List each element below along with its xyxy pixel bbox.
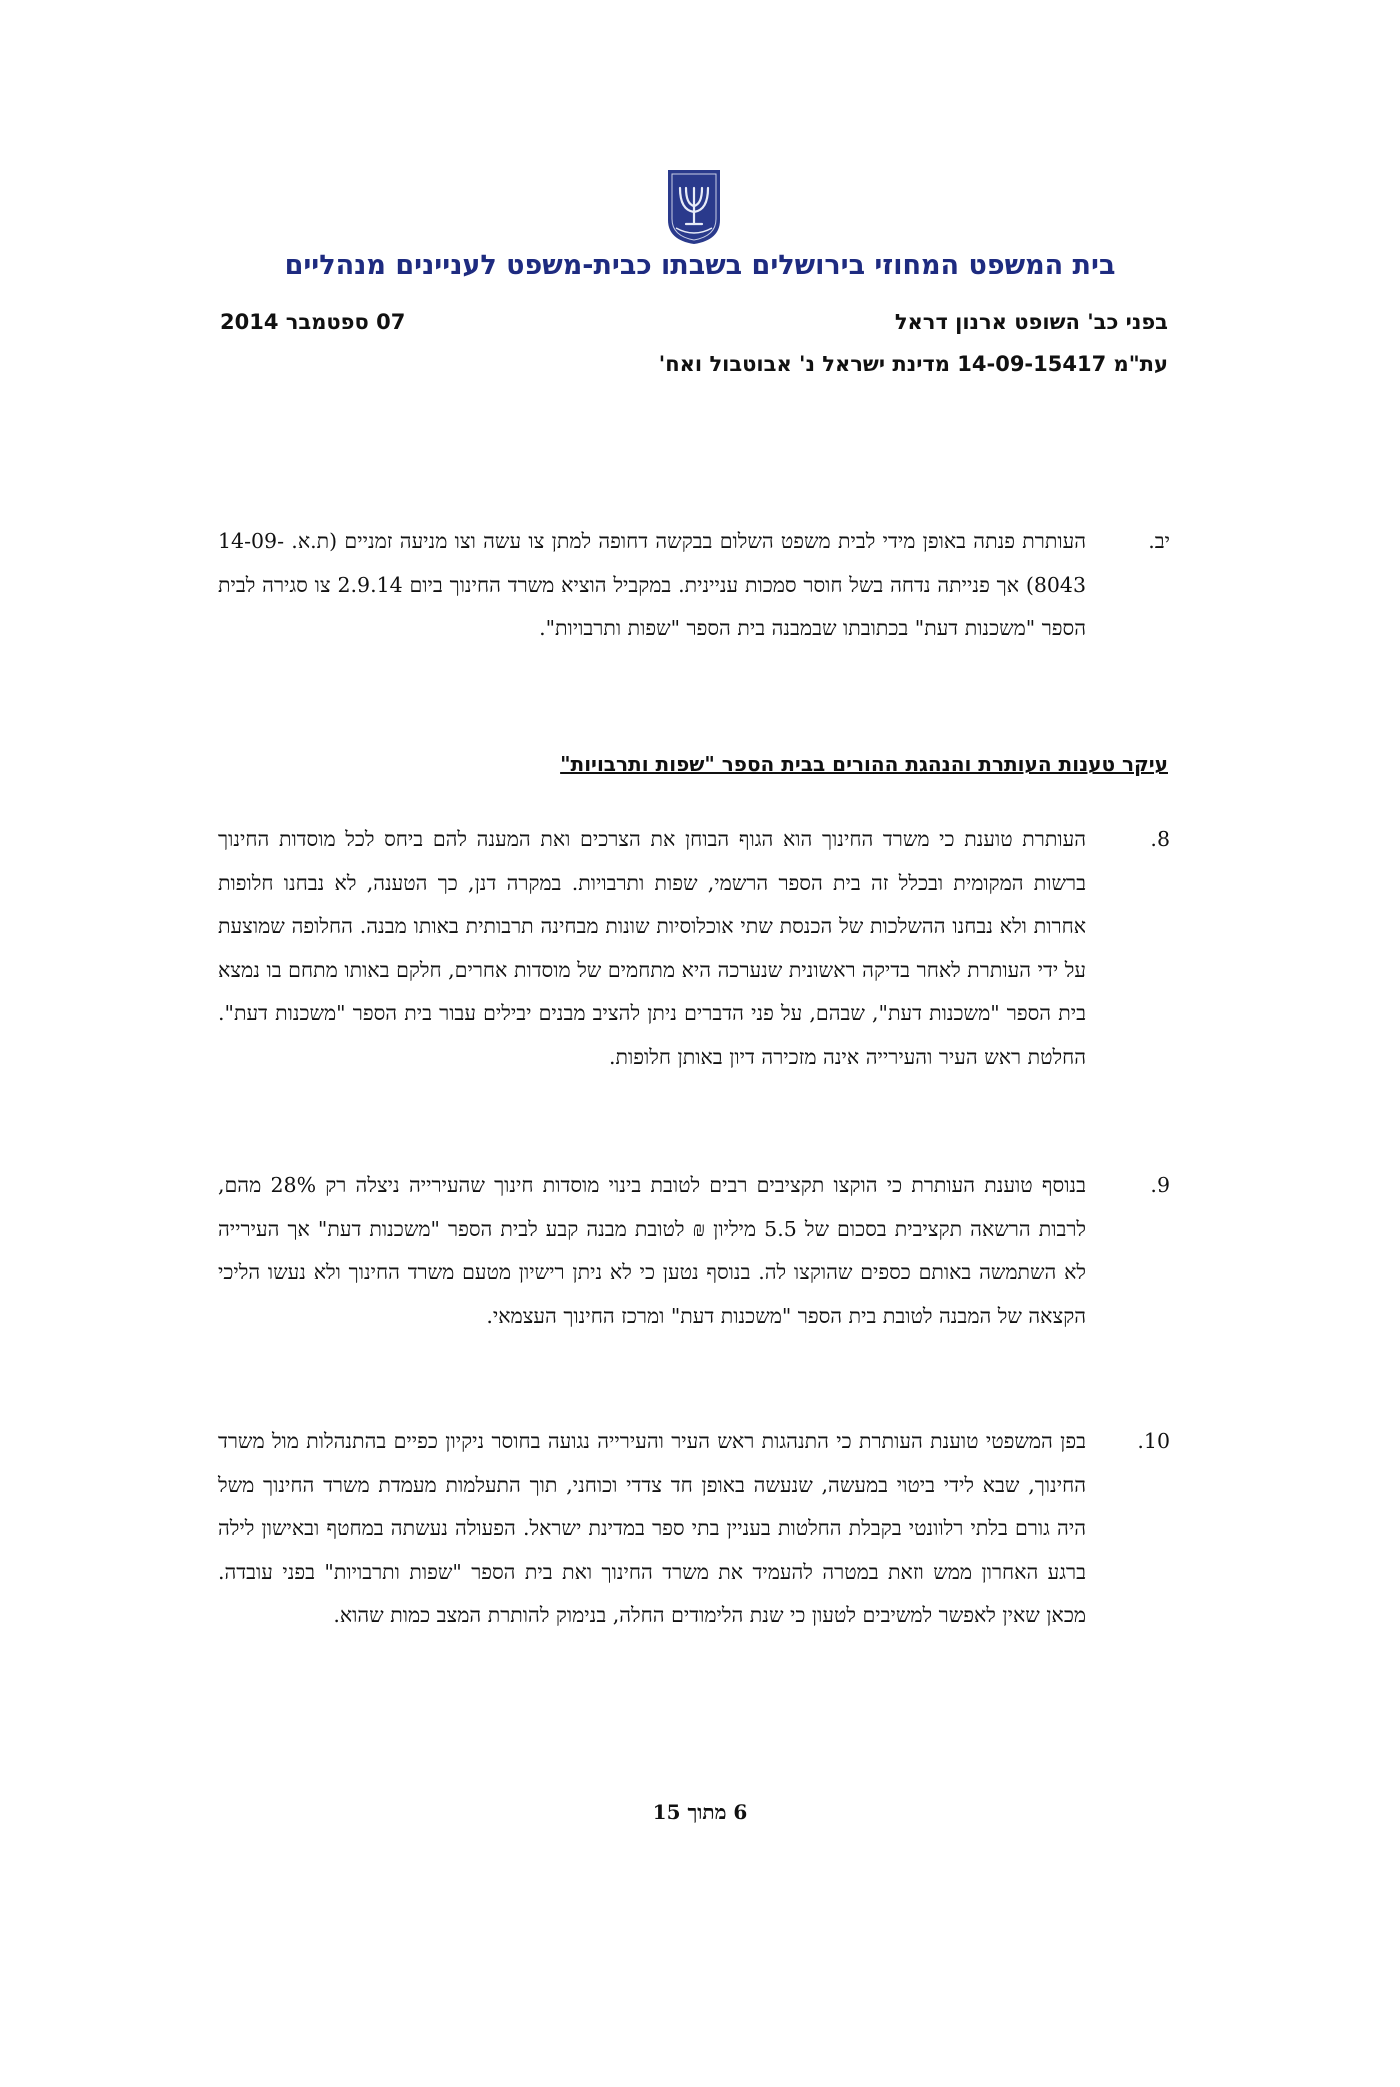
paragraph-text: בפן המשפטי טוענת העותרת כי התנהגות ראש העיר והעירייה נגועה בחוסר ניקיון כפיים בהתנהלות מול משרד החינוך, שבא לידי ביטוי במעשה, שנעשה באופן חד צדדי וכוחני, תוך התעלמות מעמדת משרד החינוך משל היה גורם בלתי רלוונטי בקבלת החלטות בעניין בתי ספר במדינת ישראל. הפעולה נעשתה במחטף ובאישון לילה ברגע האחרון ממש וזאת במטרה להעמיד את משרד החינוך ואת בית הספר "שפות ותרבויות" בפני עובדה. מכאן שאין לאפשר למשיבים לטעון כי שנת הלימודים החלה, בנימוק להותרת המצב כמות שהוא.	[218, 1429, 1086, 1627]
section-heading: עיקר טענות העותרת והנהגת ההורים בבית הספר "שפות ותרבויות"	[560, 752, 1168, 776]
paragraph-number: 9.	[1150, 1173, 1170, 1197]
document-date: 07 ספטמבר 2014	[220, 310, 406, 334]
paragraph-number: 10.	[1137, 1429, 1170, 1453]
paragraph-number: 8.	[1150, 827, 1170, 851]
paragraph-yb	[218, 520, 1168, 651]
judge-line: בפני כב' השופט ארנון דראל	[894, 310, 1168, 334]
paragraph-text: העותרת טוענת כי משרד החינוך הוא הגוף הבוחן את הצרכים ואת המענה להם ביחס לכל מוסדות החינוך ברשות המקומית ובכלל זה בית הספר הרשמי, שפות ותרבויות. במקרה דנן, כך הטענה, לא נבחנו חלופות אחרות ולא נבחנו ההשלכות של הכנסת שתי אוכלוסיות שונות מבחינה תרבותית באותו מבנה. החלופה שמוצעת על ידי העותרת לאחר בדיקה ראשונית שנערכה היא מתחמים של מוסדות אחרים, חלקם באותו מתחם בו נמצא בית הספר "משכנות דעת", שבהם, על פני הדברים ניתן להציב מבנים יבילים עבור בית הספר "משכנות דעת". החלטת ראש העיר והעירייה אינה מזכירה דיון באותן חלופות.	[218, 827, 1086, 1069]
paragraph-10	[218, 1420, 1168, 1638]
state-emblem-icon	[664, 168, 724, 246]
paragraph-number: יב.	[1148, 529, 1170, 553]
case-line: עת"מ 14-09-15417 מדינת ישראל נ' אבוטבול ואח'	[658, 352, 1168, 376]
paragraph-8	[218, 818, 1168, 1079]
paragraph-text: העותרת פנתה באופן מידי לבית משפט השלום בבקשה דחופה למתן צו עשה וצו מניעה זמניים (ת.א. 14-09-8043) אך פנייתה נדחה בשל חוסר סמכות עניינית. במקביל הוציא משרד החינוך ביום 2.9.14 צו סגירה לבית הספר "משכנות דעת" בכתובתו שבמבנה בית הספר "שפות ותרבויות".	[218, 529, 1087, 640]
paragraph-text: בנוסף טוענת העותרת כי הוקצו תקציבים רבים לטובת בינוי מוסדות חינוך שהעירייה ניצלה רק 28% מהם, לרבות הרשאה תקציבית בסכום של 5.5 מיליון ₪ לטובת מבנה קבע לבית הספר "משכנות דעת" אך העירייה לא השתמשה באותם כספים שהוקצו לה. בנוסף נטען כי לא ניתן רישיון מטעם משרד החינוך ולא נעשו הליכי הקצאה של המבנה לטובת בית הספר "משכנות דעת" ומרכז החינוך העצמאי.	[218, 1173, 1086, 1328]
paragraph-9	[218, 1164, 1168, 1338]
page-number: 6 מתוך 15	[652, 1800, 748, 1824]
court-title: בית המשפט המחוזי בירושלים בשבתו כבית-משפט לעניינים מנהליים	[284, 250, 1116, 281]
